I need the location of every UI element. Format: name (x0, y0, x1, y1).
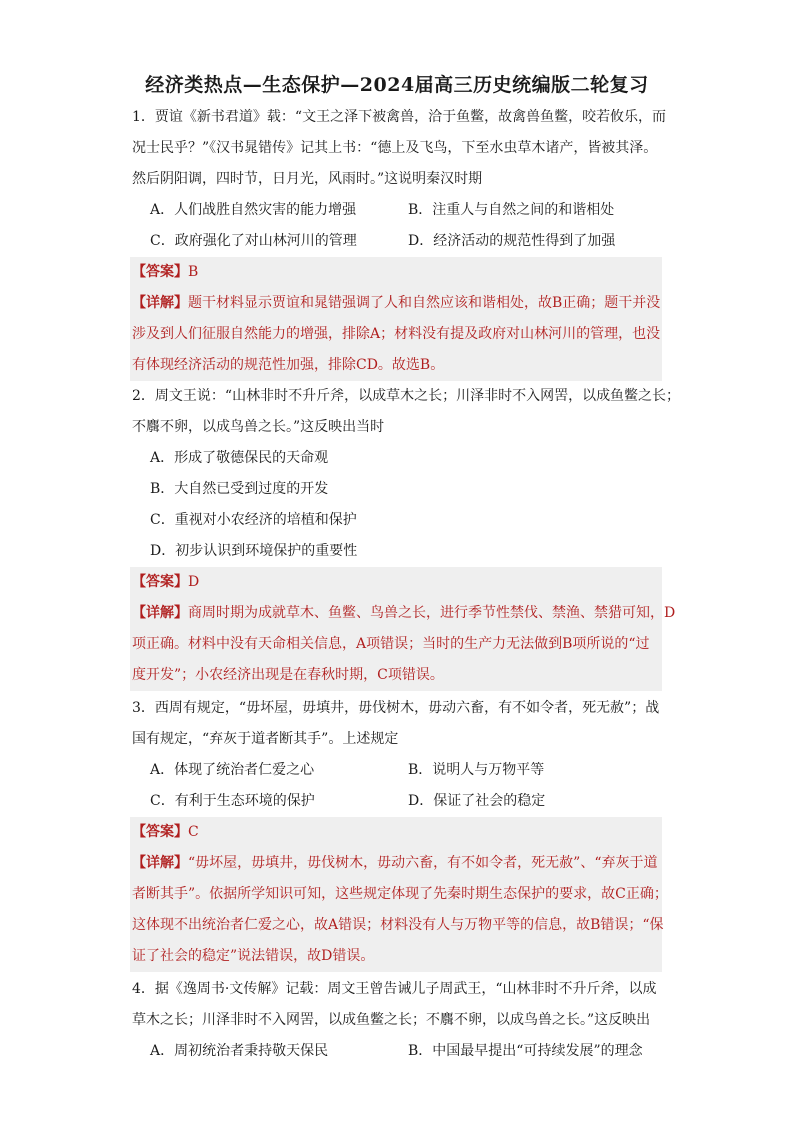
question-2 (132, 381, 681, 567)
detail-tag: 【详解】 (132, 295, 188, 311)
question-2-line-1: 2．周文王说：“山林非时不升斤斧，以成草木之长；川泽非时不入网罟，以成鱼鳖之长； (132, 388, 681, 404)
question-3-option-d[interactable]: D．保证了社会的稳定 (408, 793, 546, 809)
question-4-line-2: 草木之长；川泽非时不入网罟，以成鱼鳖之长；不麛不卵，以成鸟兽之长。”这反映出 (132, 1012, 651, 1028)
answer-tag: 【答案】 (132, 264, 188, 280)
question-1-answer-box (130, 257, 662, 381)
page-title: 经济类热点—生态保护—2024届高三历史统编版二轮复习 (145, 74, 649, 96)
question-4-options-row-1 (132, 1036, 662, 1067)
question-3-option-a[interactable]: A．体现了统治者仁爱之心 (150, 762, 315, 778)
question-4-option-a[interactable]: A．周初统治者秉持敬天保民 (150, 1043, 329, 1059)
question-2-option-b[interactable]: B．大自然已受到过度的开发 (150, 481, 329, 497)
question-3-detail-line-4: 证了社会的稳定”说法错误，故D错误。 (132, 948, 375, 964)
detail-tag: 【详解】 (132, 855, 188, 871)
question-1-detail-line-3: 有体现经济活动的规范性加强，排除CD。故选B。 (132, 357, 445, 373)
question-1-option-a[interactable]: A．人们战胜自然灾害的能力增强 (150, 202, 357, 218)
question-3-option-b[interactable]: B．说明人与万物平等 (408, 762, 545, 778)
question-3-answer-box (130, 817, 668, 972)
question-1-line-2: 况士民乎？”《汉书晁错传》记其上书：“德上及飞鸟，下至水虫草木诸产，皆被其泽。 (132, 140, 658, 156)
question-1 (132, 102, 667, 257)
question-1-detail-line-2: 涉及到人们征服自然能力的增强，排除A；材料没有提及政府对山林河川的管理，也没 (132, 326, 661, 342)
question-1-option-b[interactable]: B．注重人与自然之间的和谐相处 (408, 202, 615, 218)
question-3-detail-line-1: 【详解】“毋坏屋，毋填井，毋伐树木，毋动六畜，有不如令者，死无赦”、“弃灰于道 (132, 855, 658, 871)
question-2-line-2: 不麛不卵，以成鸟兽之长。”这反映出当时 (132, 419, 385, 435)
answer-value: D (188, 574, 200, 590)
question-1-option-c[interactable]: C．政府强化了对山林河川的管理 (150, 233, 357, 249)
question-3-answer (130, 817, 662, 848)
question-3-option-c[interactable]: C．有利于生态环境的保护 (150, 793, 315, 809)
answer-value: B (188, 264, 199, 280)
question-1-option-d[interactable]: D．经济活动的规范性得到了加强 (408, 233, 616, 249)
question-2-option-c[interactable]: C．重视对小农经济的培植和保护 (150, 512, 357, 528)
question-3-options-row-2 (132, 786, 662, 817)
question-2-detail-line-2: 项正确。材料中没有天命相关信息，A项错误；当时的生产力无法做到B项所说的“过 (132, 636, 650, 652)
question-3-line-2: 国有规定，“弃灰于道者断其手”。上述规定 (132, 731, 399, 747)
question-2-detail-line-1: 【详解】商周时期为成就草木、鱼鳖、鸟兽之长，进行季节性禁伐、禁渔、禁猎可知，D (132, 605, 676, 621)
question-2-detail-line-3: 度开发”；小农经济出现是在春秋时期，C项错误。 (132, 667, 444, 683)
answer-tag: 【答案】 (132, 824, 188, 840)
question-3-options-row-1 (132, 755, 662, 786)
question-4-option-b[interactable]: B．中国最早提出“可持续发展”的理念 (408, 1043, 643, 1059)
question-1-answer (130, 257, 662, 288)
question-2-option-a[interactable]: A．形成了敬德保民的天命观 (150, 450, 329, 466)
question-4 (132, 974, 662, 1067)
answer-tag: 【答案】 (132, 574, 188, 590)
question-2-answer (130, 567, 662, 598)
answer-value: C (188, 824, 199, 840)
question-1-line-1: 1．贾谊《新书君道》载：“文王之泽下被禽兽，洽于鱼鳖，故禽兽鱼鳖，咬若攸乐，而 (132, 109, 667, 125)
question-4-line-1: 4．据《逸周书·文传解》记载：周文王曾告诫儿子周武王，“山林非时不升斤斧，以成 (132, 981, 657, 997)
question-2-option-d[interactable]: D．初步认识到环境保护的重要性 (150, 543, 358, 559)
question-1-detail-line-1: 【详解】题干材料显示贾谊和晁错强调了人和自然应该和谐相处，故B正确；题干并没 (132, 295, 661, 311)
question-3-line-1: 3．西周有规定，“毋坏屋，毋填井，毋伐树木，毋动六畜，有不如令者，死无赦”；战 (132, 700, 660, 716)
question-1-options-row-2 (132, 226, 662, 257)
question-3 (132, 693, 662, 817)
question-3-detail-line-2: 者断其手”。依据所学知识可知，这些规定体现了先秦时期生态保护的要求，故C正确； (132, 886, 668, 902)
question-1-options-row-1 (132, 195, 662, 226)
question-2-answer-box (130, 567, 676, 691)
question-3-detail-line-3: 这体现不出统治者仁爱之心，故A错误；材料没有人与万物平等的信息，故B错误；“保 (132, 917, 664, 933)
question-1-line-3: 然后阴阳调，四时节，日月光，风雨时。”这说明秦汉时期 (132, 171, 483, 187)
detail-tag: 【详解】 (132, 605, 188, 621)
